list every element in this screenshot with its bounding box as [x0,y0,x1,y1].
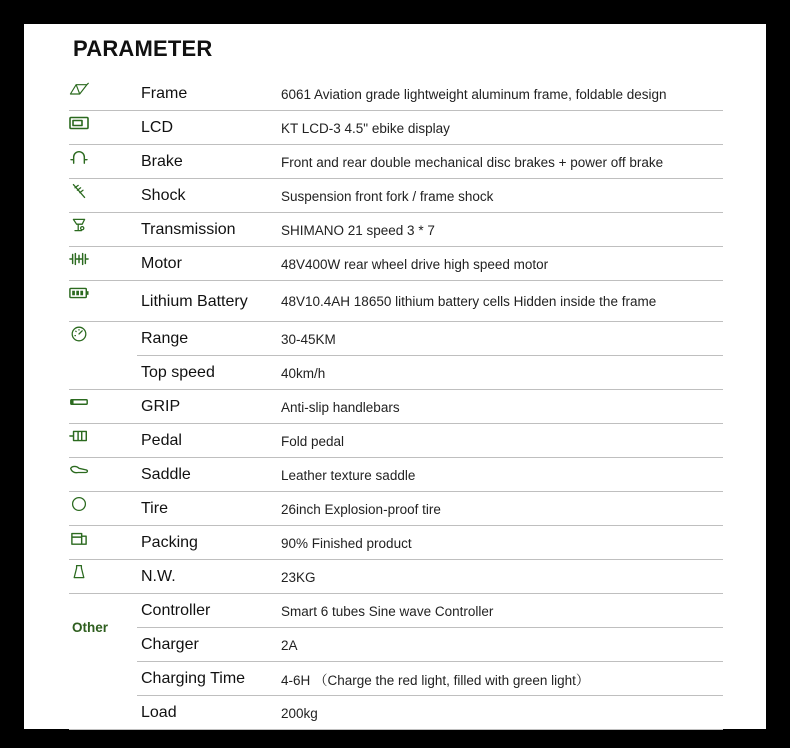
spec-value: Suspension front fork / frame shock [281,188,494,204]
spec-row-grip [69,390,723,424]
spec-row-lithium-battery [69,281,723,322]
spec-name: GRIP [141,398,181,415]
icon-cell [69,458,137,492]
icon-cell [69,662,137,696]
spec-value: SHIMANO 21 speed 3 * 7 [281,222,435,238]
icon-cell [69,179,137,213]
spec-value: Leather texture saddle [281,467,416,483]
icon-cell [69,145,137,179]
spec-name: Shock [141,187,186,204]
spec-name: Frame [141,85,188,102]
spec-row-charging-time [69,662,723,696]
spec-name: Tire [141,500,168,517]
spec-name: Saddle [141,466,191,483]
spec-value: 6061 Aviation grade lightweight aluminum frame, foldable design [281,86,667,102]
spec-value: 4-6H （Charge the red light, filled with green light） [281,673,590,688]
other-group-label: Other [72,620,109,635]
spec-row-pedal [69,424,723,458]
icon-cell [69,247,137,281]
spec-name: Load [141,704,177,721]
spec-row-n-w [69,560,723,594]
spec-row-saddle [69,458,723,492]
icon-cell [69,356,137,390]
icon-cell [69,594,137,628]
spec-sheet [24,24,766,729]
icon-cell [69,390,137,424]
spec-value: 200kg [281,705,318,721]
icon-cell [69,111,137,145]
icon-cell [69,696,137,730]
spec-row-packing [69,526,723,560]
spec-row-shock [69,179,723,213]
icon-cell [69,322,137,356]
spec-row-controller [69,594,723,628]
spec-name: N.W. [141,568,176,585]
spec-value: Anti-slip handlebars [281,399,400,415]
spec-name: Motor [141,255,182,272]
spec-name: Packing [141,534,198,551]
spec-name: Pedal [141,432,182,449]
icon-cell [69,424,137,458]
spec-value: 30-45KM [281,331,336,347]
spec-value: 23KG [281,569,316,585]
spec-row-range [69,322,723,356]
spec-row-motor [69,247,723,281]
icon-cell [69,77,137,111]
spec-row-brake [69,145,723,179]
spec-name: Brake [141,153,183,170]
spec-name: Transmission [141,221,236,238]
spec-name: Lithium Battery [141,292,248,310]
spec-table [69,77,723,730]
spec-row-frame [69,77,723,111]
spec-value: 90% Finished product [281,535,412,551]
icon-cell [69,628,137,662]
icon-cell [69,492,137,526]
spec-row-transmission [69,213,723,247]
spec-name: Charging Time [141,670,246,687]
spec-value: 40km/h [281,365,326,381]
icon-cell [69,560,137,594]
icon-cell [69,526,137,560]
spec-value: 2A [281,637,298,653]
spec-name: LCD [141,119,174,136]
icon-cell [69,213,137,247]
spec-value: 48V10.4AH 18650 lithium battery cells Hidden inside the frame [281,294,657,309]
spec-row-top-speed [69,356,723,390]
spec-value: Smart 6 tubes Sine wave Controller [281,603,494,619]
icon-cell [69,281,137,322]
spec-value: 26inch Explosion-proof tire [281,501,441,517]
spec-name: Top speed [141,364,215,381]
spec-name: Range [141,330,189,347]
spec-value: Front and rear double mechanical disc brakes + power off brake [281,154,664,170]
page-title: PARAMETER [73,36,213,61]
spec-row-load [69,696,723,730]
spec-row-lcd [69,111,723,145]
spec-row-tire [69,492,723,526]
spec-value: 48V400W rear wheel drive high speed motor [281,256,549,272]
spec-name: Charger [141,636,199,653]
spec-row-charger [69,628,723,662]
spec-value: Fold pedal [281,433,345,449]
spec-value: KT LCD-3 4.5" ebike display [281,120,450,136]
spec-name: Controller [141,602,211,619]
